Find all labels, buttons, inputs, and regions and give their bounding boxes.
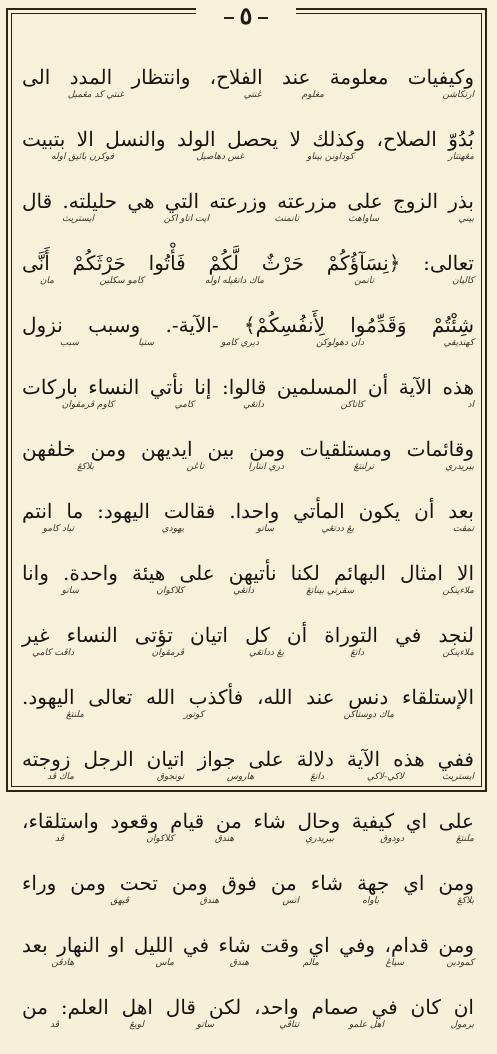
interlinear-gloss: بلاكڠ — [77, 462, 94, 472]
interlinear-gloss: تونجوق — [156, 772, 184, 782]
interlinear-gloss: برمول — [450, 1020, 474, 1030]
interlinear-gloss: هادڤن — [51, 958, 74, 968]
interlinear-gloss: بيريدري — [445, 462, 474, 472]
interlinear-gloss: تمڤت — [452, 524, 474, 534]
interlinear-gloss: يڠ ددتڠي — [321, 524, 354, 534]
interlinear-gloss: داتڠي — [233, 586, 254, 596]
interlinear-gloss: تانمن — [354, 276, 374, 286]
interlinear-gloss: هندق — [229, 958, 249, 968]
interlinear-gloss: غنتي كد مڠمبل — [67, 90, 124, 100]
interlinear-gloss: ارتكاشن — [442, 90, 474, 100]
main-text-line: هذه الآية أن المسلمين قالوا: إنا نأتي النساء باركات — [22, 375, 474, 399]
main-text-line: الا امثال البهائم لكنا نأتيهن على هيئة واحدة. وانا — [22, 561, 474, 585]
text-line — [22, 434, 474, 496]
interlinear-gloss: ديري كامو — [221, 338, 259, 348]
main-text-line: الإستلقاء دنس عند الله، فأكذب الله تعالى اليهود. — [22, 685, 474, 709]
text-line — [22, 682, 474, 744]
interlinear-gloss: لوبڠ — [129, 1020, 144, 1030]
interlinear-gloss: يڠ دداتڠي — [248, 648, 284, 658]
interlinear-gloss: سياڠ — [385, 958, 404, 968]
main-text-line: ومن اي جهة شاء من فوق ومن تحت ومن وراء — [22, 871, 474, 895]
text-line — [22, 310, 474, 372]
interlinear-gloss: هندق — [214, 834, 234, 844]
interlinear-gloss: مالم — [302, 958, 319, 968]
interlinear-gloss: هندق — [199, 896, 219, 906]
main-text-line: بُدُوّ الصلاح، وكذلك لا يحصل الولد والنسل الا بتبيت — [22, 127, 474, 151]
interlinear-gloss: ملاءينكن — [442, 648, 474, 658]
interlinear-gloss: بيريدري — [305, 834, 334, 844]
interlinear-gloss: دري انتارا — [248, 462, 284, 472]
interlinear-gloss: مڠهنتار — [448, 152, 474, 162]
interlinear-gloss: تانمنث — [274, 214, 299, 224]
interlinear-gloss: سبب — [59, 338, 79, 348]
main-text-line: وكيفيات معلومة عند الفلاح، وانتظار المدد الى — [22, 65, 474, 89]
interlinear-gloss: ساواهث — [348, 214, 379, 224]
interlinear-gloss: ملاءينكن — [442, 586, 474, 596]
main-text-line: على اي كيفية وحال شاء من قيام وقعود واستلقاء، — [22, 809, 474, 833]
interlinear-gloss: ايستريث — [441, 772, 474, 782]
interlinear-gloss: كامو سكلين — [99, 276, 144, 286]
interlinear-gloss: مان — [39, 276, 54, 286]
interlinear-gloss: كاتاكن — [340, 400, 364, 410]
interlinear-gloss: بيني — [458, 214, 474, 224]
interlinear-gloss: ساتو — [196, 1020, 214, 1030]
interlinear-gloss: داتڠي — [243, 400, 264, 410]
interlinear-gloss: داتڠ — [350, 648, 364, 658]
text-line — [22, 744, 474, 806]
interlinear-gloss: اد — [467, 400, 474, 410]
main-text-line: ففي هذه الآية دلالة على جواز اتيان الرجل زوجته — [22, 747, 474, 771]
main-text-line: بذر الزوج على مزرعته وزرعته التي هي حليلته. قال — [22, 189, 474, 213]
text-line — [22, 558, 474, 620]
text-block — [22, 62, 474, 1054]
interlinear-gloss: يهودي — [161, 524, 184, 534]
interlinear-gloss: فوكرن بائيق اوله — [51, 152, 114, 162]
main-text-line: ومن قدام، وفي اي وقت شاء في الليل او النهار بعد — [22, 933, 474, 957]
text-line — [22, 186, 474, 248]
interlinear-gloss: كوداونن بيناو — [306, 152, 354, 162]
interlinear-gloss: ملنتڠ — [65, 710, 84, 720]
interlinear-gloss: داتڠ — [310, 772, 324, 782]
text-line — [22, 248, 474, 310]
interlinear-gloss: تتاڤي — [279, 1020, 299, 1030]
main-text-line: ان كان في صمام واحد، لكن قال اهل العلم: من — [22, 995, 474, 1019]
interlinear-gloss: ترلنتڠ — [353, 462, 374, 472]
interlinear-gloss: تياد كامو — [42, 524, 74, 534]
interlinear-gloss: كمودين — [446, 958, 474, 968]
interlinear-gloss: ماك دوستاكن — [343, 710, 394, 720]
interlinear-gloss: اتس — [282, 896, 299, 906]
interlinear-gloss: غس دهاصيل — [196, 152, 244, 162]
interlinear-gloss: كهنديقي — [443, 338, 474, 348]
interlinear-gloss: ماك داتڠيله اوله — [205, 276, 264, 286]
interlinear-gloss: ايستريث — [61, 214, 94, 224]
interlinear-gloss: كلاكوان — [146, 834, 174, 844]
text-line — [22, 372, 474, 434]
interlinear-gloss: ستيا — [138, 338, 154, 348]
main-text-line: شِئْتُمْ وَقَدِّمُوا لِأَنفُسِكُمْ﴾ -الآية-. وسبب نزول — [22, 313, 474, 337]
interlinear-gloss: بلاكڠ — [457, 896, 474, 906]
interlinear-gloss: ڤرمڤوان — [151, 648, 184, 658]
main-text-line: لنجد في التوراة أن كل اتيان تؤتى النساء غير — [22, 623, 474, 647]
interlinear-gloss: كامي — [174, 400, 194, 410]
interlinear-gloss: داڤت كامي — [32, 648, 74, 658]
text-line — [22, 930, 474, 992]
interlinear-gloss: مغلوم — [301, 90, 324, 100]
interlinear-gloss: ساتو — [256, 524, 274, 534]
interlinear-gloss: ماس — [155, 958, 174, 968]
text-line — [22, 868, 474, 930]
interlinear-gloss: ڠنتي — [243, 90, 262, 100]
interlinear-gloss: تاڠن — [186, 462, 204, 472]
interlinear-gloss: ملنتڠ — [455, 834, 474, 844]
text-line — [22, 620, 474, 682]
interlinear-gloss: كاليان — [452, 276, 474, 286]
interlinear-gloss: هاروس — [226, 772, 254, 782]
page-number: ٥ — [196, 2, 296, 30]
interlinear-gloss: ماك ڤد — [47, 772, 74, 782]
interlinear-gloss: ڤد — [54, 834, 64, 844]
main-text-line: تعالى: ﴿نِسَآؤُكُمْ حَرْثٌ لَّكُمْ فَأْتُوا حَرْثَكُمْ أَنَّى — [22, 251, 474, 275]
interlinear-gloss: ايت اتاو اكن — [163, 214, 209, 224]
text-line — [22, 496, 474, 558]
interlinear-gloss: دودوق — [380, 834, 404, 844]
interlinear-gloss: كاوم ڤرمڤوان — [61, 400, 114, 410]
interlinear-gloss: سڤرتي بيناتڠ — [306, 586, 354, 596]
interlinear-gloss: ڤد — [49, 1020, 59, 1030]
text-line — [22, 992, 474, 1054]
interlinear-gloss: ڤيهق — [110, 896, 129, 906]
interlinear-gloss: ساتو — [61, 586, 79, 596]
interlinear-gloss: كلاكوان — [156, 586, 184, 596]
interlinear-gloss: كوتور — [183, 710, 204, 720]
interlinear-gloss: باواه — [362, 896, 379, 906]
main-text-line: بعد أن يكون المأتي واحدا. فقالت اليهود: ما انتم — [22, 499, 474, 523]
interlinear-gloss: لاكي-لاكي — [366, 772, 404, 782]
text-line — [22, 124, 474, 186]
interlinear-gloss: دان دهولوكن — [316, 338, 364, 348]
interlinear-gloss: اهل علمو — [348, 1020, 384, 1030]
text-line — [22, 62, 474, 124]
text-line — [22, 806, 474, 868]
main-text-line: وقائمات ومستلقيات ومن بين ايديهن ومن خلفهن — [22, 437, 474, 461]
